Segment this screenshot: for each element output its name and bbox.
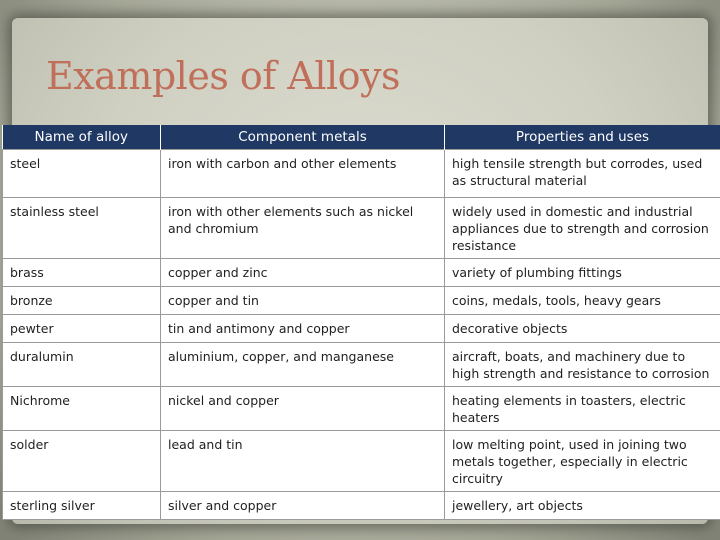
component-metals: iron with other elements such as nickel and chromium: [161, 198, 445, 259]
component-metals: aluminium, copper, and manganese: [161, 343, 445, 387]
component-metals: copper and zinc: [161, 259, 445, 287]
table-header-row: [3, 125, 720, 150]
table-row: [3, 150, 720, 198]
properties-uses: aircraft, boats, and machinery due to high strength and resistance to corrosion: [445, 343, 720, 387]
table-row: [3, 259, 720, 287]
alloys-table: [2, 125, 720, 520]
table-row: [3, 287, 720, 315]
alloy-name: sterling silver: [3, 492, 161, 520]
table-row: [3, 492, 720, 520]
table-row: [3, 387, 720, 431]
properties-uses: high tensile strength but corrodes, used as structural material: [445, 150, 720, 198]
slide-title: Examples of Alloys: [46, 54, 401, 98]
component-metals: lead and tin: [161, 431, 445, 492]
alloy-name: steel: [3, 150, 161, 198]
properties-uses: variety of plumbing fittings: [445, 259, 720, 287]
table-row: [3, 343, 720, 387]
alloy-name: stainless steel: [3, 198, 161, 259]
alloy-name: pewter: [3, 315, 161, 343]
table-row: [3, 198, 720, 259]
component-metals: silver and copper: [161, 492, 445, 520]
component-metals: tin and antimony and copper: [161, 315, 445, 343]
properties-uses: heating elements in toasters, electric heaters: [445, 387, 720, 431]
alloy-name: brass: [3, 259, 161, 287]
header-properties-and-uses: Properties and uses: [445, 125, 720, 150]
alloy-name: duralumin: [3, 343, 161, 387]
header-name-of-alloy: Name of alloy: [3, 125, 161, 150]
header-component-metals: Component metals: [161, 125, 445, 150]
component-metals: copper and tin: [161, 287, 445, 315]
table-row: [3, 431, 720, 492]
properties-uses: decorative objects: [445, 315, 720, 343]
alloy-name: solder: [3, 431, 161, 492]
properties-uses: jewellery, art objects: [445, 492, 720, 520]
alloy-name: bronze: [3, 287, 161, 315]
alloy-name: Nichrome: [3, 387, 161, 431]
properties-uses: coins, medals, tools, heavy gears: [445, 287, 720, 315]
properties-uses: widely used in domestic and industrial appliances due to strength and corrosion resistance: [445, 198, 720, 259]
table-row: [3, 315, 720, 343]
component-metals: nickel and copper: [161, 387, 445, 431]
properties-uses: low melting point, used in joining two metals together, especially in electric circuitry: [445, 431, 720, 492]
component-metals: iron with carbon and other elements: [161, 150, 445, 198]
